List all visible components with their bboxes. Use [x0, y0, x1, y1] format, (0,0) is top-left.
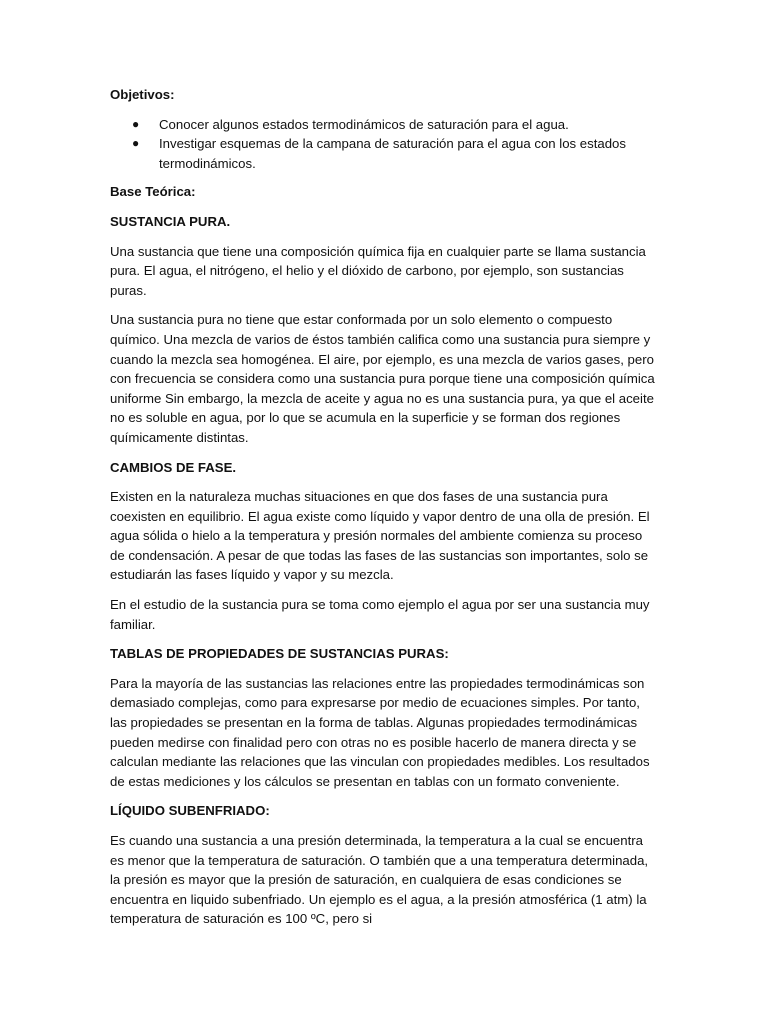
objetivos-list	[110, 115, 658, 174]
bullet-icon: ●	[132, 116, 140, 131]
list-item	[110, 115, 658, 135]
cambios-fase-heading: CAMBIOS DE FASE.	[110, 459, 237, 475]
sustancia-pura-paragraph-2: Una sustancia pura no tiene que estar conformada por un solo elemento o compuesto químico. Una mezcla de varios de éstos también califica como una sustancia pura siempre y cuando la mezcla sea homogénea. El aire, por ejemplo, es una mezcla de varios gases, pero con frecuencia se considera como una sustancia pura porque tiene una composición química uniforme Sin embargo, la mezcla de aceite y agua no es una sustancia pura, ya que el aceite no es soluble en agua, por lo que se acumula en la superficie y se forman dos regiones químicamente distintas.	[110, 312, 655, 445]
tablas-heading: TABLAS DE PROPIEDADES DE SUSTANCIAS PURAS:	[110, 646, 449, 662]
sustancia-pura-heading: SUSTANCIA PURA.	[110, 213, 231, 229]
liquido-subenfriado-heading: LÍQUIDO SUBENFRIADO:	[110, 803, 270, 819]
bullet-icon: ●	[132, 136, 140, 151]
cambios-fase-paragraph-1: Existen en la naturaleza muchas situaciones en que dos fases de una sustancia pura coexisten en equilibrio. El agua existe como líquido y vapor dentro de una olla de presión. El agua sólida o hielo a la temperatura y presión normales del ambiente comienza su proceso de condensación. A pesar de que todas las fases de las sustancias son importantes, solo se estudiarán las fases líquido y vapor y su mezcla.	[110, 489, 650, 583]
tablas-paragraph: Para la mayoría de las sustancias las relaciones entre las propiedades termodinámicas son demasiado complejas, como para expresarse por medio de ecuaciones simples. Por tanto, las propiedades se presentan en la forma de tablas. Algunas propiedades termodinámicas pueden medirse con finalidad pero con otras no es posible hacerlo de manera directa y se calculan mediante las relaciones que las vinculan con propiedades medibles. Los resultados de estas mediciones y los cálculos se presentan en tablas con un formato conveniente.	[110, 675, 650, 789]
cambios-fase-paragraph-2: En el estudio de la sustancia pura se toma como ejemplo el agua por ser una sustancia muy familiar.	[110, 597, 650, 632]
sustancia-pura-paragraph-1: Una sustancia que tiene una composición química fija en cualquier parte se llama sustancia pura. El agua, el nitrógeno, el helio y el dióxido de carbono, por ejemplo, son sustancias puras.	[110, 243, 646, 298]
base-teorica-heading: Base Teórica:	[110, 184, 196, 200]
document-page	[110, 85, 658, 939]
list-item	[110, 134, 658, 173]
liquido-subenfriado-paragraph: Es cuando una sustancia a una presión determinada, la temperatura a la cual se encuentra es menor que la temperatura de saturación. O también que a una temperatura determinada, la presión es mayor que la presión de saturación, en cualquiera de esas condiciones se encuentra en liquido subenfriado. Un ejemplo es el agua, a la presión atmosférica (1 atm) la temperatura de saturación es 100 ºC, pero si	[110, 833, 649, 927]
objetivo-text: Conocer algunos estados termodinámicos de saturación para el agua.	[159, 116, 569, 132]
objetivo-text: Investigar esquemas de la campana de saturación para el agua con los estados termodinámicos.	[159, 136, 626, 171]
objetivos-heading: Objetivos:	[110, 87, 175, 102]
